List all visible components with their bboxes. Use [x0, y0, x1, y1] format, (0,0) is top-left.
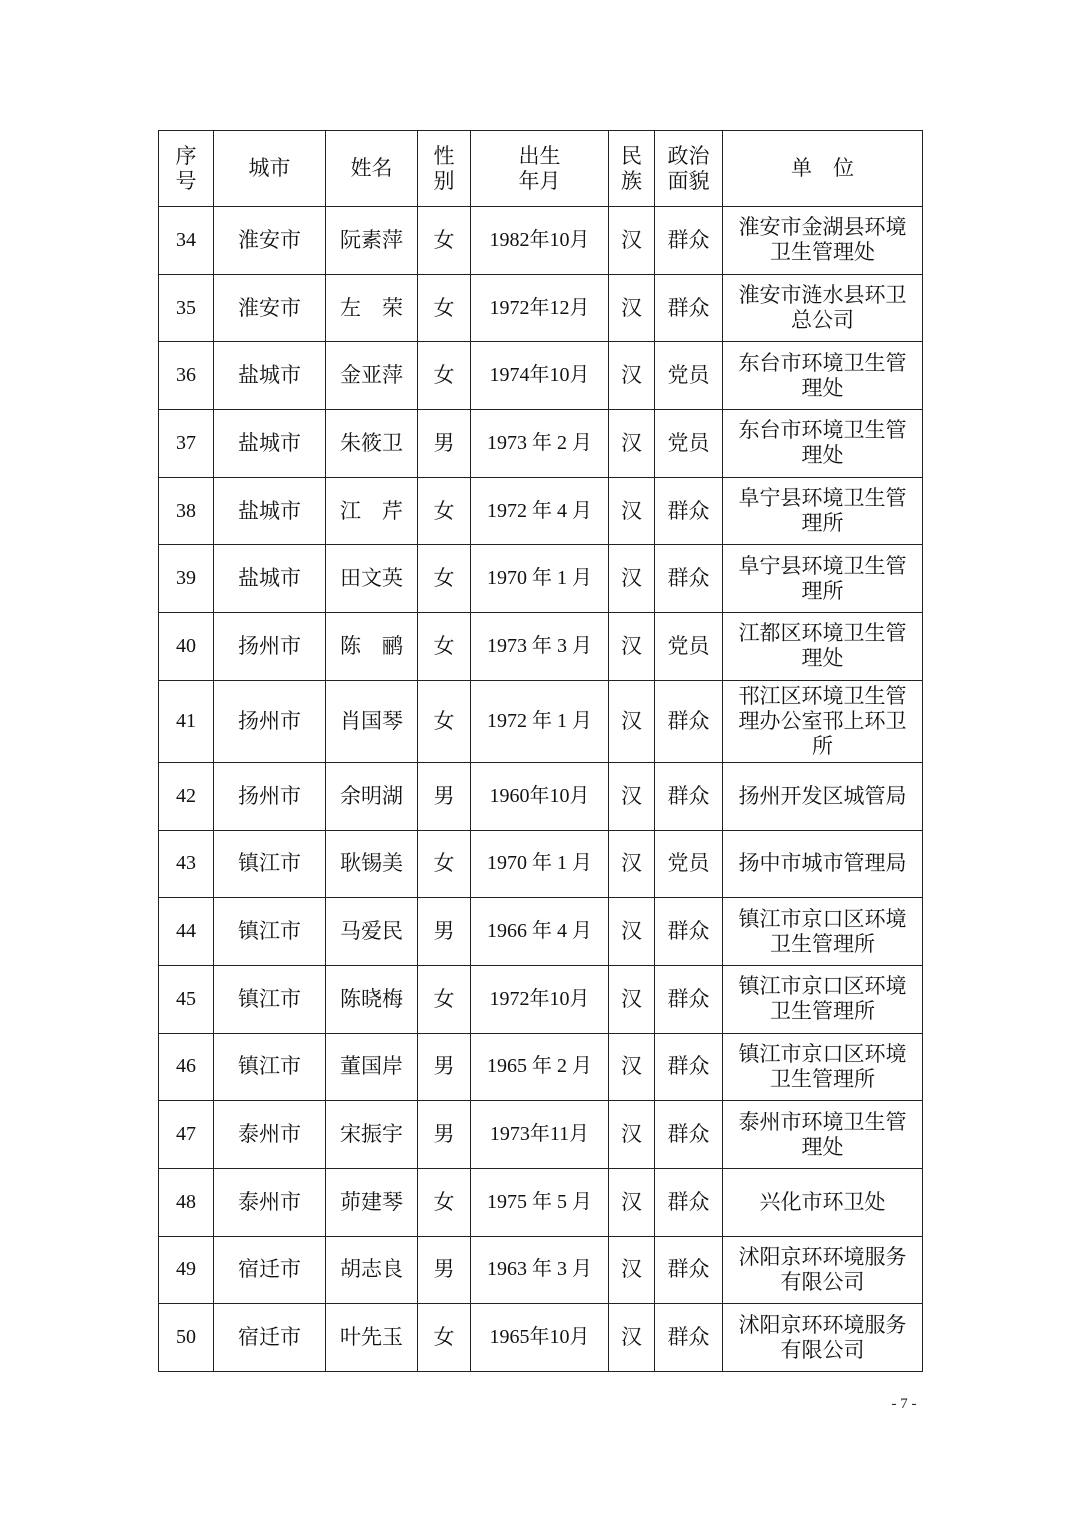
- cell-city: 镇江市: [214, 1033, 326, 1101]
- header-political: 政治 面貌: [655, 131, 723, 207]
- cell-birth: 1972 年 4 月: [471, 477, 609, 545]
- cell-seq: 45: [159, 965, 214, 1033]
- cell-gender: 女: [418, 1304, 471, 1372]
- cell-unit: 阜宁县环境卫生管理所: [723, 545, 923, 613]
- honor-list-table-container: [158, 130, 922, 1372]
- cell-ethnicity: 汉: [609, 965, 655, 1033]
- cell-unit: 沭阳京环环境服务有限公司: [723, 1236, 923, 1304]
- table-row: [159, 410, 923, 478]
- cell-birth: 1966 年 4 月: [471, 898, 609, 966]
- cell-gender: 男: [418, 1236, 471, 1304]
- cell-gender: 男: [418, 762, 471, 830]
- cell-name: 胡志良: [326, 1236, 418, 1304]
- cell-birth: 1974年10月: [471, 342, 609, 410]
- cell-political: 群众: [655, 1168, 723, 1236]
- cell-unit: 东台市环境卫生管理处: [723, 410, 923, 478]
- cell-ethnicity: 汉: [609, 613, 655, 681]
- cell-seq: 36: [159, 342, 214, 410]
- cell-seq: 46: [159, 1033, 214, 1101]
- cell-seq: 47: [159, 1101, 214, 1169]
- header-seq: 序 号: [159, 131, 214, 207]
- cell-birth: 1972年12月: [471, 274, 609, 342]
- table-row: [159, 1304, 923, 1372]
- header-gender: 性 别: [418, 131, 471, 207]
- cell-political: 群众: [655, 1236, 723, 1304]
- cell-name: 陈晓梅: [326, 965, 418, 1033]
- cell-name: 朱筱卫: [326, 410, 418, 478]
- cell-seq: 49: [159, 1236, 214, 1304]
- cell-unit: 扬州开发区城管局: [723, 762, 923, 830]
- cell-name: 金亚萍: [326, 342, 418, 410]
- cell-name: 耿锡美: [326, 830, 418, 898]
- cell-seq: 35: [159, 274, 214, 342]
- cell-birth: 1982年10月: [471, 207, 609, 275]
- cell-seq: 48: [159, 1168, 214, 1236]
- cell-political: 党员: [655, 410, 723, 478]
- cell-name: 阮素萍: [326, 207, 418, 275]
- cell-ethnicity: 汉: [609, 342, 655, 410]
- table-row: [159, 1101, 923, 1169]
- table-row: [159, 1033, 923, 1101]
- cell-gender: 女: [418, 207, 471, 275]
- header-name: 姓名: [326, 131, 418, 207]
- table-row: [159, 680, 923, 762]
- cell-seq: 50: [159, 1304, 214, 1372]
- cell-birth: 1963 年 3 月: [471, 1236, 609, 1304]
- cell-birth: 1965 年 2 月: [471, 1033, 609, 1101]
- cell-gender: 女: [418, 545, 471, 613]
- cell-gender: 男: [418, 410, 471, 478]
- cell-ethnicity: 汉: [609, 680, 655, 762]
- cell-political: 党员: [655, 342, 723, 410]
- page-number: - 7 -: [891, 1396, 917, 1412]
- cell-unit: 淮安市涟水县环卫总公司: [723, 274, 923, 342]
- cell-political: 党员: [655, 613, 723, 681]
- table-row: [159, 207, 923, 275]
- cell-gender: 男: [418, 1101, 471, 1169]
- table-row: [159, 830, 923, 898]
- table-body: [159, 207, 923, 1372]
- cell-gender: 女: [418, 1168, 471, 1236]
- cell-city: 泰州市: [214, 1101, 326, 1169]
- cell-gender: 女: [418, 830, 471, 898]
- cell-unit: 扬中市城市管理局: [723, 830, 923, 898]
- cell-name: 叶先玉: [326, 1304, 418, 1372]
- cell-political: 群众: [655, 680, 723, 762]
- cell-name: 董国岸: [326, 1033, 418, 1101]
- cell-gender: 女: [418, 965, 471, 1033]
- cell-city: 盐城市: [214, 410, 326, 478]
- cell-city: 盐城市: [214, 545, 326, 613]
- header-birth: 出生 年月: [471, 131, 609, 207]
- cell-seq: 34: [159, 207, 214, 275]
- header-unit: 单 位: [723, 131, 923, 207]
- cell-city: 镇江市: [214, 965, 326, 1033]
- cell-ethnicity: 汉: [609, 207, 655, 275]
- table-row: [159, 545, 923, 613]
- cell-city: 泰州市: [214, 1168, 326, 1236]
- table-row: [159, 965, 923, 1033]
- cell-seq: 42: [159, 762, 214, 830]
- cell-seq: 40: [159, 613, 214, 681]
- cell-birth: 1972 年 1 月: [471, 680, 609, 762]
- cell-name: 马爱民: [326, 898, 418, 966]
- cell-political: 群众: [655, 1101, 723, 1169]
- cell-unit: 镇江市京口区环境卫生管理所: [723, 965, 923, 1033]
- cell-unit: 镇江市京口区环境卫生管理所: [723, 898, 923, 966]
- cell-name: 肖国琴: [326, 680, 418, 762]
- cell-seq: 44: [159, 898, 214, 966]
- cell-political: 群众: [655, 207, 723, 275]
- cell-gender: 男: [418, 898, 471, 966]
- cell-political: 群众: [655, 1033, 723, 1101]
- cell-seq: 41: [159, 680, 214, 762]
- cell-ethnicity: 汉: [609, 477, 655, 545]
- cell-city: 淮安市: [214, 207, 326, 275]
- cell-birth: 1975 年 5 月: [471, 1168, 609, 1236]
- cell-birth: 1960年10月: [471, 762, 609, 830]
- cell-ethnicity: 汉: [609, 762, 655, 830]
- cell-ethnicity: 汉: [609, 1168, 655, 1236]
- cell-city: 镇江市: [214, 898, 326, 966]
- cell-birth: 1970 年 1 月: [471, 830, 609, 898]
- cell-ethnicity: 汉: [609, 1101, 655, 1169]
- cell-unit: 江都区环境卫生管理处: [723, 613, 923, 681]
- cell-unit: 泰州市环境卫生管理处: [723, 1101, 923, 1169]
- table-row: [159, 477, 923, 545]
- cell-gender: 女: [418, 274, 471, 342]
- cell-unit: 邗江区环境卫生管理办公室邗上环卫所: [723, 680, 923, 762]
- cell-seq: 43: [159, 830, 214, 898]
- cell-name: 江 芹: [326, 477, 418, 545]
- cell-political: 群众: [655, 1304, 723, 1372]
- table-row: [159, 762, 923, 830]
- cell-political: 党员: [655, 830, 723, 898]
- cell-gender: 女: [418, 477, 471, 545]
- cell-gender: 女: [418, 613, 471, 681]
- cell-city: 盐城市: [214, 342, 326, 410]
- cell-unit: 沭阳京环环境服务有限公司: [723, 1304, 923, 1372]
- table-row: [159, 342, 923, 410]
- cell-name: 左 荣: [326, 274, 418, 342]
- honor-list-table: [158, 130, 923, 1372]
- table-row: [159, 898, 923, 966]
- cell-birth: 1973 年 3 月: [471, 613, 609, 681]
- cell-gender: 男: [418, 1033, 471, 1101]
- cell-city: 宿迁市: [214, 1236, 326, 1304]
- cell-political: 群众: [655, 274, 723, 342]
- cell-political: 群众: [655, 965, 723, 1033]
- cell-political: 群众: [655, 477, 723, 545]
- table-row: [159, 1168, 923, 1236]
- cell-unit: 淮安市金湖县环境卫生管理处: [723, 207, 923, 275]
- cell-city: 淮安市: [214, 274, 326, 342]
- table-row: [159, 1236, 923, 1304]
- cell-seq: 38: [159, 477, 214, 545]
- header-ethnicity: 民 族: [609, 131, 655, 207]
- cell-ethnicity: 汉: [609, 274, 655, 342]
- cell-name: 余明湖: [326, 762, 418, 830]
- cell-unit: 东台市环境卫生管理处: [723, 342, 923, 410]
- cell-city: 扬州市: [214, 680, 326, 762]
- cell-political: 群众: [655, 545, 723, 613]
- cell-unit: 镇江市京口区环境卫生管理所: [723, 1033, 923, 1101]
- cell-political: 群众: [655, 762, 723, 830]
- cell-ethnicity: 汉: [609, 830, 655, 898]
- cell-seq: 37: [159, 410, 214, 478]
- cell-political: 群众: [655, 898, 723, 966]
- table-row: [159, 613, 923, 681]
- cell-birth: 1973 年 2 月: [471, 410, 609, 478]
- cell-ethnicity: 汉: [609, 410, 655, 478]
- cell-seq: 39: [159, 545, 214, 613]
- table-row: [159, 274, 923, 342]
- cell-unit: 阜宁县环境卫生管理所: [723, 477, 923, 545]
- cell-name: 陈 鹂: [326, 613, 418, 681]
- table-header-row: [159, 131, 923, 207]
- cell-ethnicity: 汉: [609, 1033, 655, 1101]
- cell-unit: 兴化市环卫处: [723, 1168, 923, 1236]
- cell-city: 扬州市: [214, 613, 326, 681]
- cell-name: 田文英: [326, 545, 418, 613]
- cell-city: 扬州市: [214, 762, 326, 830]
- header-city: 城市: [214, 131, 326, 207]
- cell-city: 盐城市: [214, 477, 326, 545]
- cell-name: 茆建琴: [326, 1168, 418, 1236]
- cell-city: 镇江市: [214, 830, 326, 898]
- cell-birth: 1970 年 1 月: [471, 545, 609, 613]
- cell-gender: 女: [418, 680, 471, 762]
- cell-ethnicity: 汉: [609, 898, 655, 966]
- cell-gender: 女: [418, 342, 471, 410]
- cell-ethnicity: 汉: [609, 1236, 655, 1304]
- cell-birth: 1972年10月: [471, 965, 609, 1033]
- cell-name: 宋振宇: [326, 1101, 418, 1169]
- cell-birth: 1965年10月: [471, 1304, 609, 1372]
- cell-city: 宿迁市: [214, 1304, 326, 1372]
- cell-ethnicity: 汉: [609, 545, 655, 613]
- cell-birth: 1973年11月: [471, 1101, 609, 1169]
- cell-ethnicity: 汉: [609, 1304, 655, 1372]
